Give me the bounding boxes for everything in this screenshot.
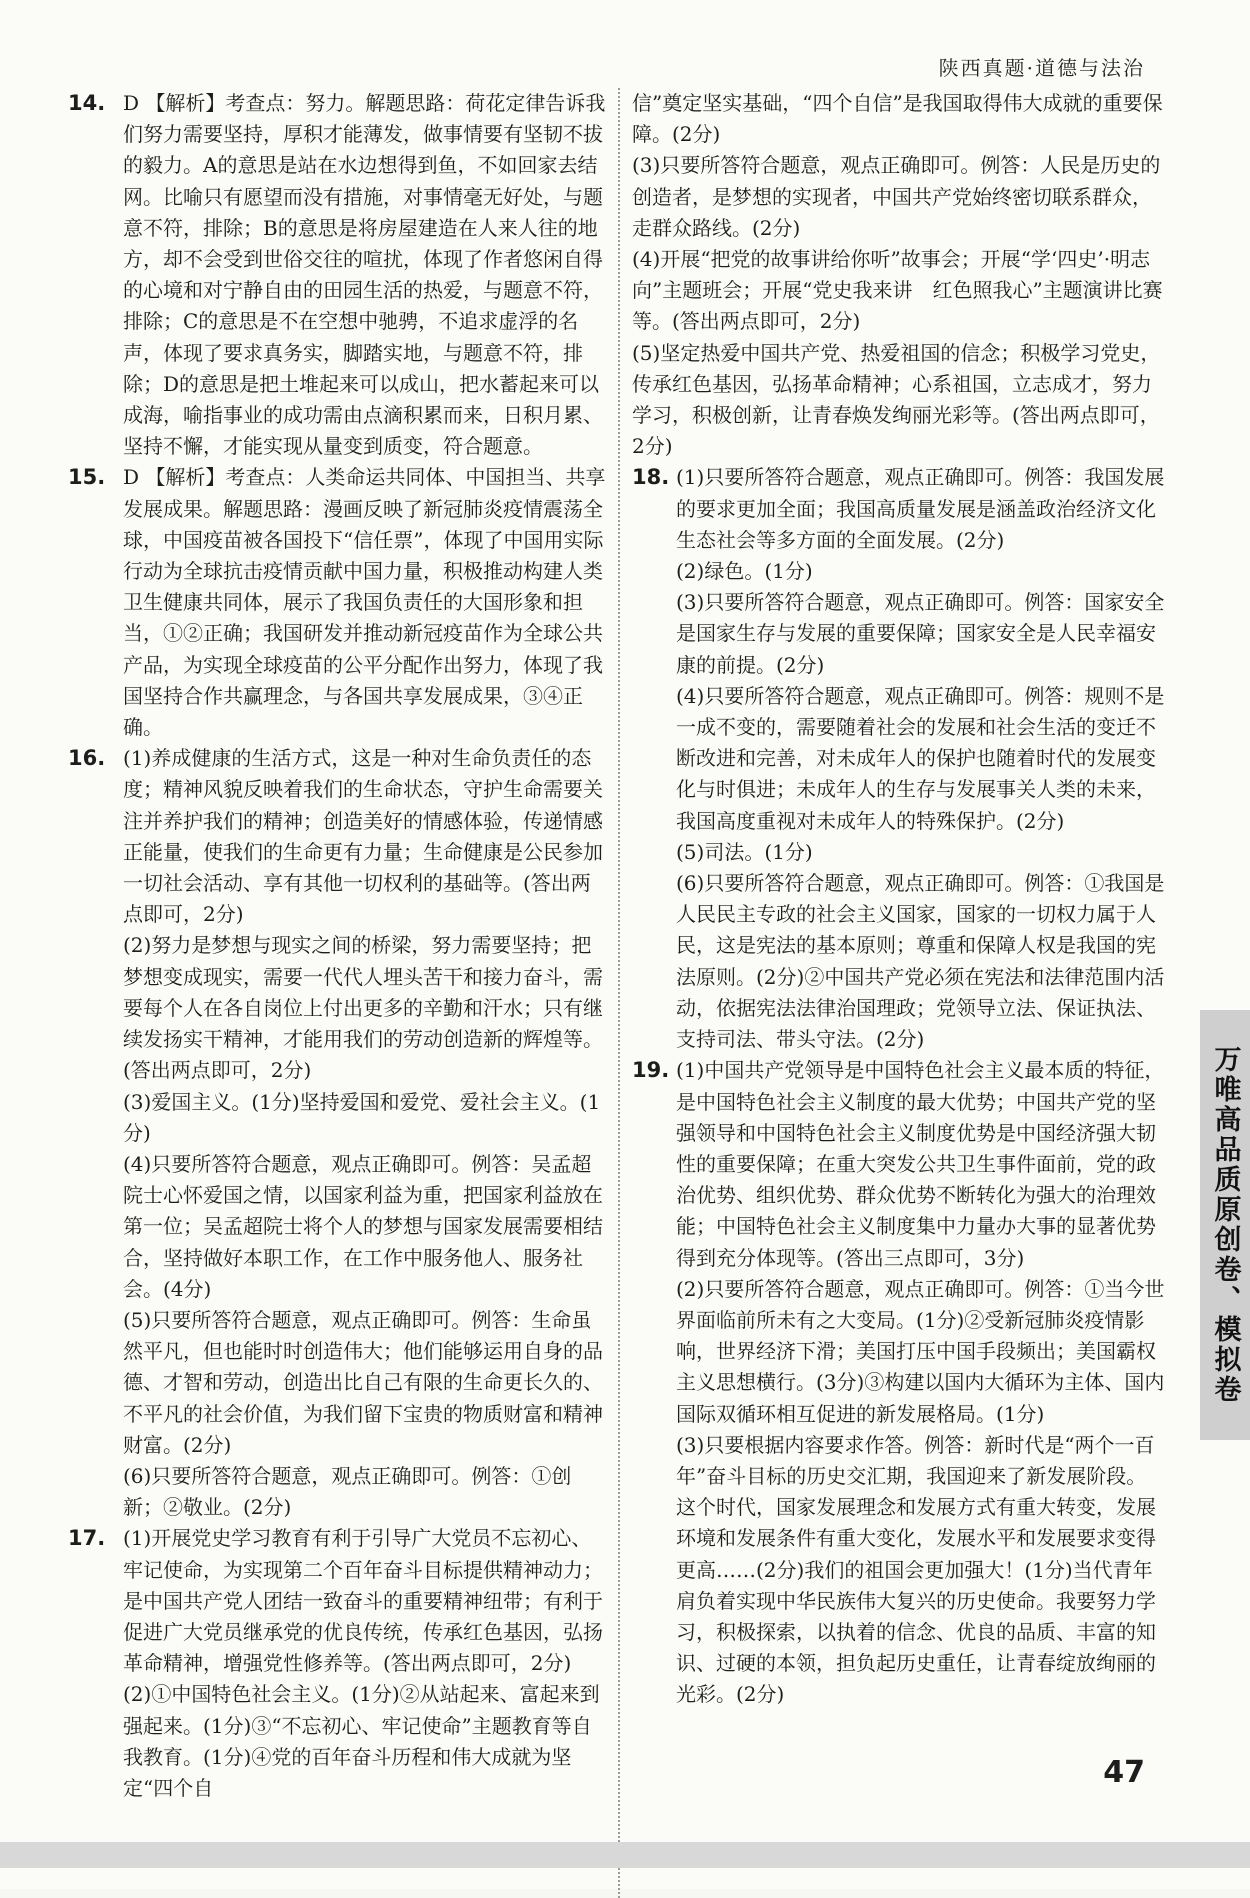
side-tab-label: 万唯高品质原创卷、模拟卷 (1209, 1045, 1241, 1405)
answer-part: (3)只要所答符合题意，观点正确即可。例答：国家安全是国家生存与发展的重要保障；国家安全是人民幸福安康的前提。(2分) (676, 590, 1165, 677)
answer-part: (2)努力是梦想与现实之间的桥梁，努力需要坚持；把梦想变成现实，需要一代代人埋头苦干和接力奋斗，需要每个人在各自岗位上付出更多的辛勤和汗水；只有继续发扬实干精神，才能用我们的劳动创造新的辉煌等。(答出两点即可，2分) (123, 933, 603, 1083)
answer-part: (3)爱国主义。(1分)坚持爱国和爱党、爱社会主义。(1分) (123, 1089, 601, 1145)
question-18 (632, 462, 1166, 1055)
answer-part: 信”奠定坚实基础，“四个自信”是我国取得伟大成就的重要保障。(2分) (632, 91, 1163, 147)
question-17-continued (632, 88, 1166, 462)
question-19 (632, 1055, 1166, 1710)
answer-part: (1)养成健康的生活方式，这是一种对生命负责任的态度；精神风貌反映着我们的生命状态，守护生命需要关注并养护我们的精神；创造美好的情感体验，传递情感正能量，使我们的生命更有力量；生命健康是公民参加一切社会活动、享有其他一切权利的基础等。(答出两点即可，2分) (123, 746, 603, 927)
question-15 (68, 462, 608, 743)
answer-part: (3)只要根据内容要求作答。例答：新时代是“两个一百年”奋斗目标的历史交汇期，我国迎来了新发展阶段。这个时代，国家发展理念和发展方式有重大转变，发展环境和发展条件有重大变化，发展水平和发展要求变得更高……(2分)我们的祖国会更加强大！(1分)当代青年肩负着实现中华民族伟大复兴的历史使命。我要努力学习，积极探索，以执着的信念、优良的品质、丰富的知识、过硬的本领，担负起历史重任，让青春绽放绚丽的光彩。(2分) (676, 1432, 1156, 1707)
answer-part: (5)坚定热爱中国共产党、热爱祖国的信念；积极学习党史，传承红色基因，弘扬革命精神；心系祖国，立志成才，努力学习，积极创新，让青春焕发绚丽光彩等。(答出两点即可，2分) (632, 340, 1161, 459)
question-number: 16. (68, 746, 106, 771)
answer-text: D 【解析】考查点：努力。解题思路：荷花定律告诉我们努力需要坚持，厚积才能薄发，做事情要有坚韧不拔的毅力。A的意思是站在水边想得到鱼，不如回家去结网。比喻只有愿望而没有措施，对事情毫无好处，与题意不符，排除；B的意思是将房屋建造在人来人往的地方，却不会受到世俗交往的喧扰，体现了作者悠闲自得的心境和对宁静自由的田园生活的热爱，与题意不符，排除；C的意思是不在空想中驰骋，不追求虚浮的名声，体现了要求真务实，脚踏实地，与题意不符，排除；D的意思是把土堆起来可以成山，把水蓄起来可以成海，喻指事业的成功需由点滴积累而来，日积月累、坚持不懈，才能实现从量变到质变，符合题意。 (123, 91, 606, 459)
page-number: 47 (1103, 1755, 1145, 1790)
answer-part: (5)司法。(1分) (676, 839, 813, 864)
page-header: 陕西真题·道德与法治 (938, 56, 1145, 80)
answer-part: (2)只要所答符合题意，观点正确即可。例答：①当今世界面临前所未有之大变局。(1分)②受新冠肺炎疫情影响，世界经济下滑；美国打压中国手段频出；美国霸权主义思想横行。(3分)③构建以国内大循环为主体、国内国际双循环相互促进的新发展格局。(1分) (676, 1276, 1165, 1426)
answer-part: (1)开展党史学习教育有利于引导广大党员不忘初心、牢记使命，为实现第二个百年奋斗目标提供精神动力；是中国共产党人团结一致奋斗的重要精神纽带；有利于促进广大党员继承党的优良传统，传承红色基因，弘扬革命精神，增强党性修养等。(答出两点即可，2分) (123, 1526, 603, 1676)
question-number: 14. (68, 91, 106, 115)
answer-part: (4)只要所答符合题意，观点正确即可。例答：规则不是一成不变的，需要随着社会的发展和社会生活的变迁不断改进和完善，对未成年人的保护也随着时代的发展变化与时俱进；未成年人的生存与发展事关人类的未来，我国高度重视对未成年人的特殊保护。(2分) (676, 683, 1165, 833)
question-number: 18. (632, 465, 670, 490)
bottom-band (0, 1842, 1250, 1868)
answer-part: (2)①中国特色社会主义。(1分)②从站起来、富起来到强起来。(1分)③“不忘初心、牢记使命”主题教育等自我教育。(1分)④党的百年奋斗历程和伟大成就为坚定“四个自 (123, 1682, 600, 1800)
answer-part: (5)只要所答符合题意，观点正确即可。例答：生命虽然平凡，但也能时时创造伟大；他们能够运用自身的品德、才智和劳动，创造出比自己有限的生命更长久的、不平凡的社会价值，为我们留下宝贵的物质财富和精神财富。(2分) (123, 1307, 603, 1457)
question-number: 19. (632, 1058, 670, 1083)
question-16 (68, 743, 608, 1523)
answer-part: (3)只要所答符合题意，观点正确即可。例答：人民是历史的创造者，是梦想的实现者，中国共产党始终密切联系群众，走群众路线。(2分) (632, 153, 1161, 240)
question-14 (68, 88, 608, 462)
answer-text: D 【解析】考查点：人类命运共同体、中国担当、共享发展成果。解题思路：漫画反映了新冠肺炎疫情震荡全球，中国疫苗被各国投下“信任票”，体现了中国用实际行动为全球抗击疫情贡献中国力量，积极推动构建人类卫生健康共同体，展示了我国负责任的大国形象和担当，①②正确；我国研发并推动新冠疫苗作为全球公共产品，为实现全球疫苗的公平分配作出努力，体现了我国坚持合作共赢理念，与各国共享发展成果，③④正确。 (123, 465, 606, 740)
question-number: 17. (68, 1526, 106, 1551)
answer-part: (6)只要所答符合题意，观点正确即可。例答：①我国是人民民主专政的社会主义国家，国家的一切权力属于人民，这是宪法的基本原则；尊重和保障人权是我国的宪法原则。(2分)②中国共产党必须在宪法和法律范围内活动，依据宪法法律治国理政；党领导立法、保证执法、支持司法、带头守法。(2分) (676, 871, 1165, 1052)
right-column (632, 88, 1166, 1711)
column-divider (618, 88, 620, 1898)
answer-part: (1)中国共产党领导是中国特色社会主义最本质的特征，是中国特色社会主义制度的最大优势；中国共产党的坚强领导和中国特色社会主义制度优势是中国经济强大韧性的重要保障；在重大突发公共卫生事件面前，党的政治优势、组织优势、群众优势不断转化为强大的治理效能；中国特色社会主义制度集中力量办大事的显著优势得到充分体现等。(答出三点即可，3分) (676, 1058, 1165, 1270)
question-number: 15. (68, 465, 106, 490)
side-tab (1200, 1010, 1250, 1440)
answer-part: (1)只要所答符合题意，观点正确即可。例答：我国发展的要求更加全面；我国高质量发展是涵盖政治经济文化生态社会等多方面的全面发展。(2分) (676, 465, 1165, 552)
answer-part: (2)绿色。(1分) (676, 559, 813, 584)
question-17 (68, 1523, 608, 1804)
answer-part: (6)只要所答符合题意，观点正确即可。例答：①创新；②敬业。(2分) (123, 1463, 572, 1520)
answer-part: (4)只要所答符合题意，观点正确即可。例答：吴孟超院士心怀爱国之情，以国家利益为重，把国家利益放在第一位；吴孟超院士将个人的梦想与国家发展需要相结合，坚持做好本职工作，在工作中服务他人、服务社会。(4分) (123, 1151, 603, 1301)
answer-part: (4)开展“把党的故事讲给你听”故事会；开展“学‘四史’·明志向”主题班会；开展“党史我来讲 红色照我心”主题演讲比赛等。(答出两点即可，2分) (632, 247, 1163, 334)
left-column (68, 88, 608, 1804)
